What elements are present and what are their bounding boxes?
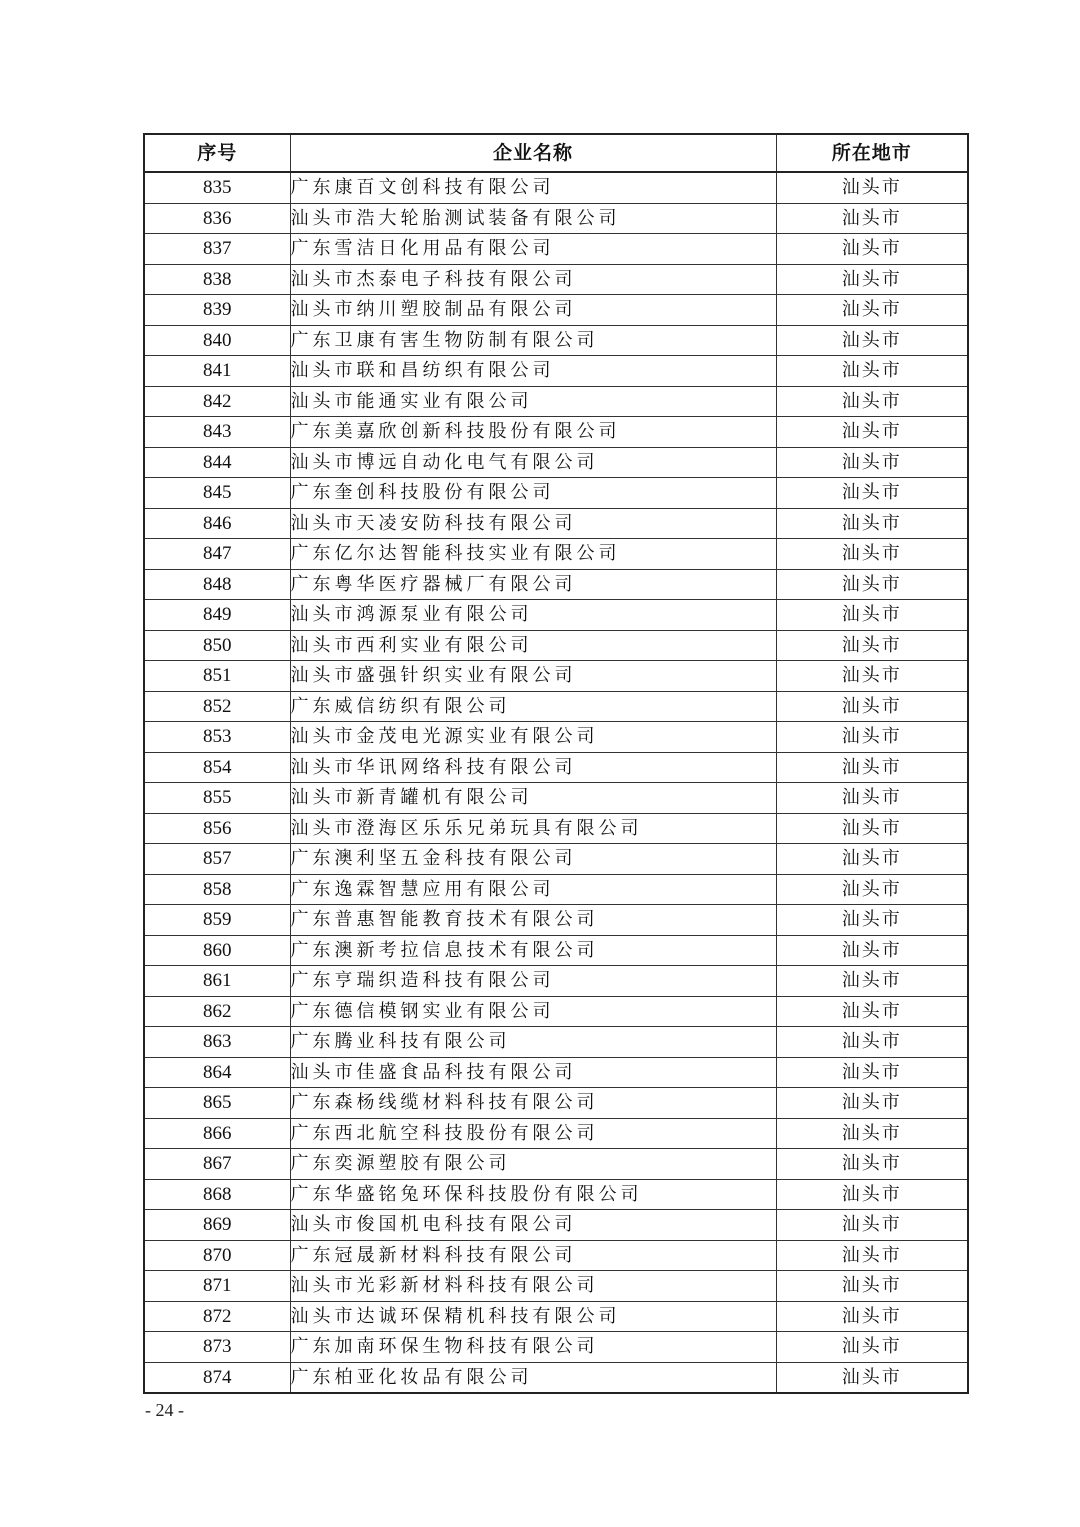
row-city: 汕头市 <box>776 905 968 936</box>
row-serial-number: 861 <box>144 966 290 997</box>
row-serial-number: 855 <box>144 783 290 814</box>
row-serial-number: 867 <box>144 1149 290 1180</box>
row-city: 汕头市 <box>776 691 968 722</box>
row-city: 汕头市 <box>776 1240 968 1271</box>
row-enterprise-name: 汕头市澄海区乐乐兄弟玩具有限公司 <box>290 813 776 844</box>
row-enterprise-name: 汕头市博远自动化电气有限公司 <box>290 447 776 478</box>
row-city: 汕头市 <box>776 1271 968 1302</box>
row-serial-number: 840 <box>144 325 290 356</box>
row-city: 汕头市 <box>776 172 968 203</box>
row-enterprise-name: 广东澳新考拉信息技术有限公司 <box>290 935 776 966</box>
row-serial-number: 870 <box>144 1240 290 1271</box>
row-enterprise-name: 广东逸霖智慧应用有限公司 <box>290 874 776 905</box>
row-serial-number: 853 <box>144 722 290 753</box>
table-row <box>144 1240 968 1271</box>
table-row <box>144 478 968 509</box>
row-enterprise-name: 汕头市佳盛食品科技有限公司 <box>290 1057 776 1088</box>
row-city: 汕头市 <box>776 356 968 387</box>
row-enterprise-name: 广东华盛铭兔环保科技股份有限公司 <box>290 1179 776 1210</box>
row-enterprise-name: 汕头市光彩新材料科技有限公司 <box>290 1271 776 1302</box>
row-city: 汕头市 <box>776 1088 968 1119</box>
table-row <box>144 905 968 936</box>
row-serial-number: 838 <box>144 264 290 295</box>
row-enterprise-name: 广东亿尔达智能科技实业有限公司 <box>290 539 776 570</box>
row-city: 汕头市 <box>776 600 968 631</box>
table-row <box>144 264 968 295</box>
table-row <box>144 1362 968 1393</box>
table-row <box>144 295 968 326</box>
row-serial-number: 858 <box>144 874 290 905</box>
table-row <box>144 966 968 997</box>
row-serial-number: 835 <box>144 172 290 203</box>
table-row <box>144 1057 968 1088</box>
table-row <box>144 1210 968 1241</box>
row-enterprise-name: 广东康百文创科技有限公司 <box>290 172 776 203</box>
row-city: 汕头市 <box>776 996 968 1027</box>
enterprise-table <box>143 133 969 1394</box>
row-enterprise-name: 汕头市俊国机电科技有限公司 <box>290 1210 776 1241</box>
table-row <box>144 1301 968 1332</box>
table-row <box>144 661 968 692</box>
row-enterprise-name: 广东西北航空科技股份有限公司 <box>290 1118 776 1149</box>
header-city: 所在地市 <box>776 134 968 172</box>
table-body <box>144 172 968 1393</box>
row-enterprise-name: 汕头市能通实业有限公司 <box>290 386 776 417</box>
row-city: 汕头市 <box>776 1362 968 1393</box>
table-row <box>144 1179 968 1210</box>
row-city: 汕头市 <box>776 203 968 234</box>
row-city: 汕头市 <box>776 1057 968 1088</box>
row-serial-number: 862 <box>144 996 290 1027</box>
row-serial-number: 839 <box>144 295 290 326</box>
row-enterprise-name: 广东粤华医疗器械厂有限公司 <box>290 569 776 600</box>
row-serial-number: 846 <box>144 508 290 539</box>
row-city: 汕头市 <box>776 935 968 966</box>
table-row <box>144 508 968 539</box>
row-serial-number: 850 <box>144 630 290 661</box>
table-row <box>144 417 968 448</box>
row-city: 汕头市 <box>776 1210 968 1241</box>
row-serial-number: 841 <box>144 356 290 387</box>
row-serial-number: 863 <box>144 1027 290 1058</box>
row-city: 汕头市 <box>776 386 968 417</box>
row-serial-number: 874 <box>144 1362 290 1393</box>
table-row <box>144 722 968 753</box>
row-enterprise-name: 广东美嘉欣创新科技股份有限公司 <box>290 417 776 448</box>
row-enterprise-name: 广东澳利坚五金科技有限公司 <box>290 844 776 875</box>
header-serial-number: 序号 <box>144 134 290 172</box>
row-serial-number: 849 <box>144 600 290 631</box>
row-enterprise-name: 广东柏亚化妆品有限公司 <box>290 1362 776 1393</box>
table-row <box>144 172 968 203</box>
row-city: 汕头市 <box>776 508 968 539</box>
table-row <box>144 691 968 722</box>
row-city: 汕头市 <box>776 844 968 875</box>
row-serial-number: 859 <box>144 905 290 936</box>
row-enterprise-name: 汕头市联和昌纺织有限公司 <box>290 356 776 387</box>
row-enterprise-name: 汕头市达诚环保精机科技有限公司 <box>290 1301 776 1332</box>
table-row <box>144 874 968 905</box>
row-enterprise-name: 广东腾业科技有限公司 <box>290 1027 776 1058</box>
row-city: 汕头市 <box>776 478 968 509</box>
row-enterprise-name: 广东普惠智能教育技术有限公司 <box>290 905 776 936</box>
row-city: 汕头市 <box>776 447 968 478</box>
table-row <box>144 844 968 875</box>
row-serial-number: 845 <box>144 478 290 509</box>
row-enterprise-name: 广东奎创科技股份有限公司 <box>290 478 776 509</box>
table-row <box>144 1332 968 1363</box>
row-city: 汕头市 <box>776 630 968 661</box>
row-serial-number: 844 <box>144 447 290 478</box>
table-row <box>144 356 968 387</box>
row-city: 汕头市 <box>776 325 968 356</box>
row-serial-number: 868 <box>144 1179 290 1210</box>
row-enterprise-name: 汕头市纳川塑胶制品有限公司 <box>290 295 776 326</box>
row-city: 汕头市 <box>776 234 968 265</box>
row-city: 汕头市 <box>776 722 968 753</box>
table-header-row <box>144 134 968 172</box>
header-enterprise-name: 企业名称 <box>290 134 776 172</box>
row-serial-number: 872 <box>144 1301 290 1332</box>
row-city: 汕头市 <box>776 1027 968 1058</box>
row-city: 汕头市 <box>776 1118 968 1149</box>
row-city: 汕头市 <box>776 1332 968 1363</box>
table-row <box>144 1088 968 1119</box>
table-row <box>144 447 968 478</box>
row-serial-number: 866 <box>144 1118 290 1149</box>
row-city: 汕头市 <box>776 1149 968 1180</box>
row-serial-number: 848 <box>144 569 290 600</box>
table-row <box>144 539 968 570</box>
row-serial-number: 836 <box>144 203 290 234</box>
row-enterprise-name: 广东奕源塑胶有限公司 <box>290 1149 776 1180</box>
row-serial-number: 843 <box>144 417 290 448</box>
table-row <box>144 935 968 966</box>
row-serial-number: 873 <box>144 1332 290 1363</box>
row-serial-number: 860 <box>144 935 290 966</box>
row-serial-number: 851 <box>144 661 290 692</box>
row-enterprise-name: 汕头市浩大轮胎测试装备有限公司 <box>290 203 776 234</box>
table-row <box>144 1118 968 1149</box>
table-row <box>144 234 968 265</box>
row-city: 汕头市 <box>776 1179 968 1210</box>
row-city: 汕头市 <box>776 966 968 997</box>
row-city: 汕头市 <box>776 661 968 692</box>
row-enterprise-name: 汕头市杰泰电子科技有限公司 <box>290 264 776 295</box>
row-enterprise-name: 汕头市天凌安防科技有限公司 <box>290 508 776 539</box>
row-enterprise-name: 汕头市盛强针织实业有限公司 <box>290 661 776 692</box>
table-row <box>144 600 968 631</box>
table-row <box>144 1149 968 1180</box>
row-enterprise-name: 汕头市西利实业有限公司 <box>290 630 776 661</box>
row-enterprise-name: 广东卫康有害生物防制有限公司 <box>290 325 776 356</box>
row-enterprise-name: 广东冠晟新材料科技有限公司 <box>290 1240 776 1271</box>
row-enterprise-name: 广东加南环保生物科技有限公司 <box>290 1332 776 1363</box>
row-city: 汕头市 <box>776 264 968 295</box>
row-serial-number: 854 <box>144 752 290 783</box>
row-city: 汕头市 <box>776 813 968 844</box>
row-enterprise-name: 广东雪洁日化用品有限公司 <box>290 234 776 265</box>
row-enterprise-name: 汕头市新青罐机有限公司 <box>290 783 776 814</box>
table-row <box>144 569 968 600</box>
row-city: 汕头市 <box>776 417 968 448</box>
row-serial-number: 869 <box>144 1210 290 1241</box>
row-serial-number: 857 <box>144 844 290 875</box>
row-city: 汕头市 <box>776 874 968 905</box>
row-serial-number: 871 <box>144 1271 290 1302</box>
row-enterprise-name: 汕头市金茂电光源实业有限公司 <box>290 722 776 753</box>
row-enterprise-name: 广东亨瑞织造科技有限公司 <box>290 966 776 997</box>
table-row <box>144 203 968 234</box>
row-city: 汕头市 <box>776 752 968 783</box>
table-row <box>144 1027 968 1058</box>
row-enterprise-name: 广东威信纺织有限公司 <box>290 691 776 722</box>
table-row <box>144 325 968 356</box>
row-serial-number: 837 <box>144 234 290 265</box>
row-serial-number: 856 <box>144 813 290 844</box>
table-row <box>144 996 968 1027</box>
row-serial-number: 864 <box>144 1057 290 1088</box>
row-city: 汕头市 <box>776 569 968 600</box>
table-row <box>144 752 968 783</box>
row-city: 汕头市 <box>776 539 968 570</box>
table-row <box>144 783 968 814</box>
table-row <box>144 386 968 417</box>
page-number: - 24 - <box>145 1400 184 1420</box>
row-serial-number: 852 <box>144 691 290 722</box>
table-row <box>144 813 968 844</box>
row-enterprise-name: 广东德信模钢实业有限公司 <box>290 996 776 1027</box>
table-row <box>144 1271 968 1302</box>
table-row <box>144 630 968 661</box>
row-serial-number: 865 <box>144 1088 290 1119</box>
row-city: 汕头市 <box>776 783 968 814</box>
row-serial-number: 842 <box>144 386 290 417</box>
row-enterprise-name: 汕头市华讯网络科技有限公司 <box>290 752 776 783</box>
row-serial-number: 847 <box>144 539 290 570</box>
row-city: 汕头市 <box>776 1301 968 1332</box>
row-enterprise-name: 汕头市鸿源泵业有限公司 <box>290 600 776 631</box>
row-enterprise-name: 广东森杨线缆材料科技有限公司 <box>290 1088 776 1119</box>
row-city: 汕头市 <box>776 295 968 326</box>
